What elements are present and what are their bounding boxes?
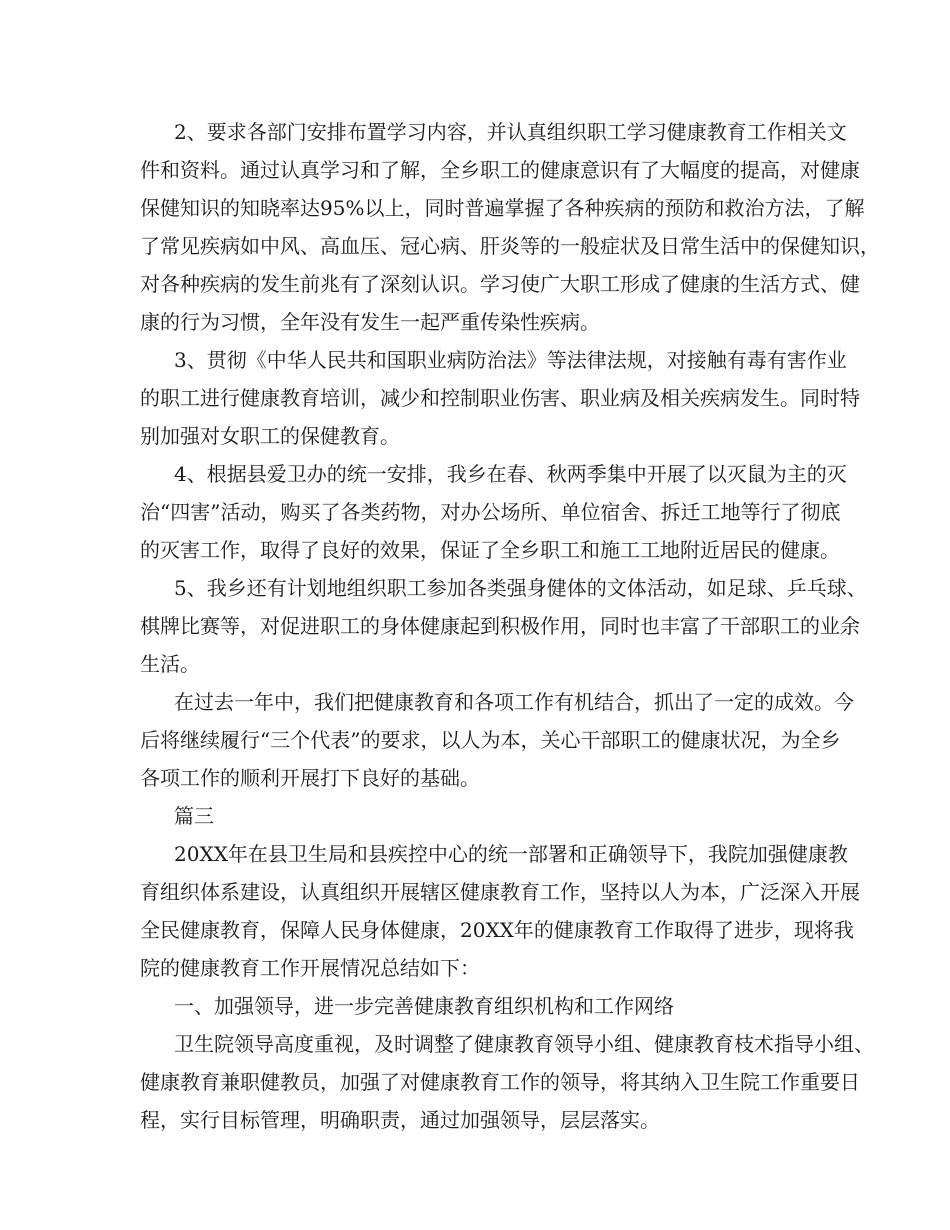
text-line: 各项工作的顺利开展打下良好的基础。 bbox=[140, 766, 480, 790]
text-line: 院的健康教育工作开展情况总结如下： bbox=[140, 956, 480, 980]
text-line: 育组织体系建设，认真组织开展辖区健康教育工作，坚持以人为本，广泛深入开展 bbox=[140, 880, 860, 904]
text-line: 20XX年在县卫生局和县疾控中心的统一部署和正确领导下，我院加强健康教 bbox=[174, 842, 848, 866]
text-line: 棋牌比赛等，对促进职工的身体健康起到积极作用，同时也丰富了干部职工的业余 bbox=[140, 614, 860, 638]
text-line: 健康教育兼职健教员，加强了对健康教育工作的领导，将其纳入卫生院工作重要日 bbox=[140, 1070, 860, 1094]
section-heading: 篇三 bbox=[174, 804, 214, 828]
text-line: 康的行为习惯，全年没有发生一起严重传染性疾病。 bbox=[140, 310, 600, 334]
text-line: 保健知识的知晓率达95%以上，同时普遍掌握了各种疾病的预防和救治方法，了解 bbox=[140, 196, 865, 220]
text-line: 件和资料。通过认真学习和了解，全乡职工的健康意识有了大幅度的提高，对健康 bbox=[140, 158, 860, 182]
section-subheading: 一、加强领导，进一步完善健康教育组织机构和工作网络 bbox=[174, 994, 674, 1018]
text-line: 3、贯彻《中华人民共和国职业病防治法》等法律法规，对接触有毒有害作业 bbox=[174, 348, 847, 372]
text-line: 生活。 bbox=[140, 652, 200, 676]
text-line: 5、我乡还有计划地组织职工参加各类强身健体的文体活动，如足球、乒乓球、 bbox=[174, 576, 867, 600]
text-line: 2、要求各部门安排布置学习内容，并认真组织职工学习健康教育工作相关文 bbox=[174, 120, 847, 144]
text-line: 别加强对女职工的保健教育。 bbox=[140, 424, 400, 448]
text-line: 卫生院领导高度重视，及时调整了健康教育领导小组、健康教育枝术指导小组、 bbox=[174, 1032, 874, 1056]
text-line: 全民健康教育，保障人民身体健康，20XX年的健康教育工作取得了进步，现将我 bbox=[140, 918, 854, 942]
text-line: 的灭害工作，取得了良好的效果，保证了全乡职工和施工工地附近居民的健康。 bbox=[140, 538, 840, 562]
text-line: 4、根据县爱卫办的统一安排，我乡在春、秋两季集中开展了以灭鼠为主的灭 bbox=[174, 462, 847, 486]
text-line: 后将继续履行“三个代表”的要求，以人为本，关心干部职工的健康状况，为全乡 bbox=[140, 728, 841, 752]
text-line: 程，实行目标管理，明确职责，通过加强领导，层层落实。 bbox=[140, 1108, 660, 1132]
text-line: 了常见疾病如中风、高血压、冠心病、肝炎等的一般症状及日常生活中的保健知识， bbox=[140, 234, 880, 258]
text-line: 对各种疾病的发生前兆有了深刻认识。学习使广大职工形成了健康的生活方式、健 bbox=[140, 272, 860, 296]
text-line: 在过去一年中，我们把健康教育和各项工作有机结合，抓出了一定的成效。今 bbox=[174, 690, 854, 714]
text-line: 的职工进行健康教育培训，减少和控制职业伤害、职业病及相关疾病发生。同时特 bbox=[140, 386, 860, 410]
text-line: 治“四害”活动，购买了各类药物，对办公场所、单位宿舍、拆迁工地等行了彻底 bbox=[140, 500, 841, 524]
